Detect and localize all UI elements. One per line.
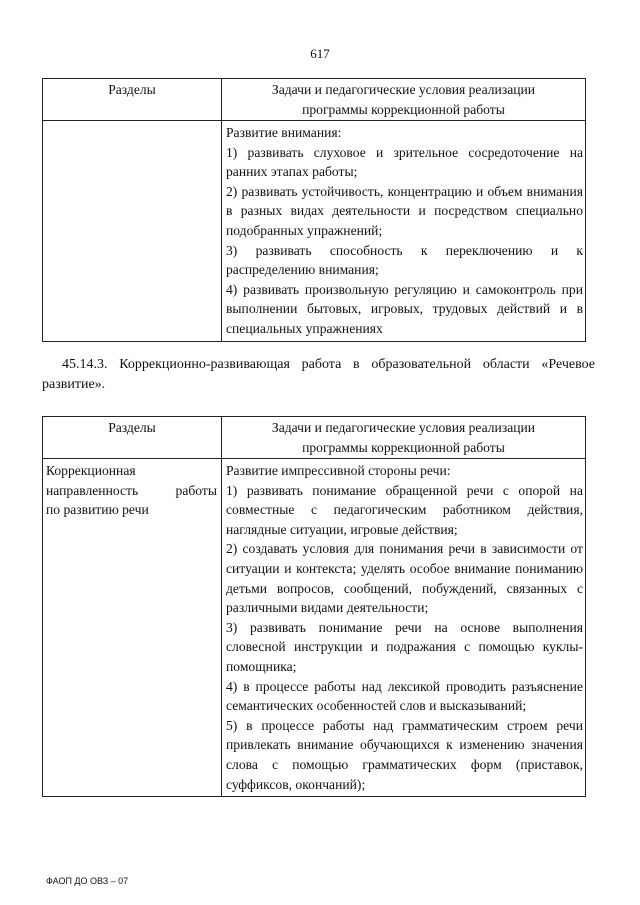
task-item-2: 2) развивать устойчивость, концентрацию и объем внимания в разных видах деятельности и посредством специально подобранных упражнений; [226,183,583,238]
tasks-heading: Развитие импрессивной стороны речи: [226,463,451,478]
page-number: 617 [310,46,330,61]
tasks-cell [222,459,586,797]
tasks-heading: Развитие внимания: [226,125,342,140]
section-line-2: направленность работы [46,482,217,498]
header-tasks-line1: Задачи и педагогические условия реализации [271,82,536,97]
table-header-row [43,417,586,459]
task-item-2: 2) создавать условия для понимания речи в зависимости от ситуации и контекста; уделять особое внимание пониманию детьми вопросов, сообщений, побуждений, связанных с различными видами деятельности; [226,541,583,616]
header-tasks-line2: программы коррекционной работы [302,102,505,117]
table-header-row [43,79,586,121]
header-sections: Разделы [43,417,222,459]
task-item-1: 1) развивать понимание обращенной речи с опорой на совместные с педагогическим работником действия, наглядные ситуации, игровые действия; [226,482,583,537]
footer-code: ФАОП ДО ОВЗ – 07 [46,876,129,886]
task-item-3: 3) развивать понимание речи на основе выполнения словесной инструкции и подражания с помощью куклы-помощника; [226,619,583,674]
header-tasks [222,79,586,121]
section-line-1: Коррекционная [46,463,136,478]
task-item-4: 4) в процессе работы над лексикой проводить разъяснение семантических особенностей слов и высказываний; [226,678,583,714]
task-item-3: 3) развивать способность к переключению и к распределению внимания; [226,242,583,278]
header-tasks-line2: программы коррекционной работы [302,440,505,455]
table-row [43,459,586,797]
speech-table [42,416,586,797]
header-sections: Разделы [43,79,222,121]
task-item-5: 5) в процессе работы над грамматическим строем речи привлекать внимание обучающихся к изменению значения слова с помощью грамматических форм (приставок, суффиксов, окончаний); [226,717,583,792]
section-line-3: по развитию речи [46,502,149,518]
tasks-cell [222,121,586,342]
task-item-1: 1) развивать слуховое и зрительное сосредоточение на ранних этапах работы; [226,144,583,180]
section-paragraph: 45.14.3. Коррекционно-развивающая работа в образовательной области «Речевое развитие». [42,357,595,392]
table-row [43,121,586,342]
task-item-4: 4) развивать произвольную регуляцию и самоконтроль при выполнении бытовых, игровых, трудовых действий и в специальных упражнениях [226,281,583,336]
header-tasks [222,417,586,459]
header-tasks-line1: Задачи и педагогические условия реализации [271,420,536,435]
attention-table [42,78,586,342]
section-cell [43,121,222,342]
section-cell [43,459,222,797]
